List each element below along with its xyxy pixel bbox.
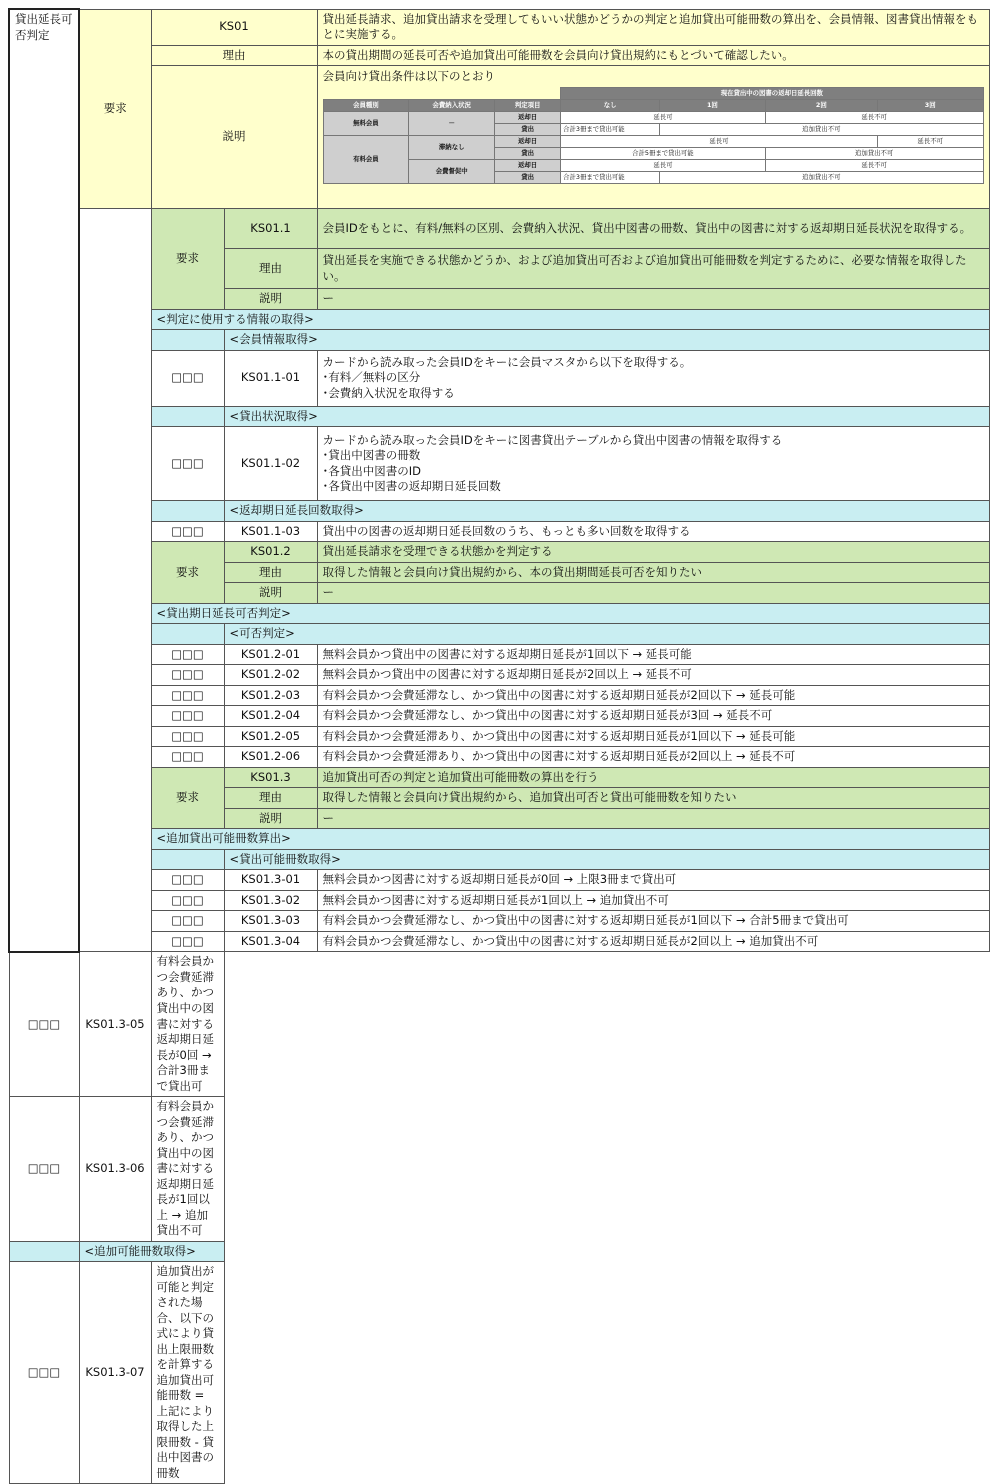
checkbox-row: □□□ (151, 726, 224, 747)
ks012-row-text: 無料会員かつ貸出中の図書に対する返却期日延長が2回以上 → 延長不可 (317, 665, 989, 686)
ks013-row-text: 有料会員かつ会費延滞なし、かつ貸出中の図書に対する返却期日延長が1回以下 → 合計5冊まで貸出可 (317, 911, 989, 932)
ks011-description-label: 説明 (224, 289, 317, 310)
ks012-row-id: KS01.2-01 (224, 644, 317, 665)
cond-free-return-ng: 延長不可 (765, 111, 983, 123)
cond-paid-member: 有料会員 (323, 135, 409, 183)
top-description-label: 説明 (151, 66, 317, 209)
subsection-blank (151, 849, 224, 870)
cond-col-member: 会員種別 (323, 99, 409, 111)
ks012-row-text: 有料会員かつ会費延滞なし、かつ貸出中の図書に対する返却期日延長が2回以下 → 延長可能 (317, 685, 989, 706)
ks013-row-id: KS01.3-02 (224, 890, 317, 911)
ks013-row-id: KS01.3-05 (79, 952, 151, 1097)
cond-item-lending: 貸出 (495, 123, 561, 135)
ks011-requirement-text: 会員IDをもとに、有料/無料の区別、会費納入状況、貸出中図書の冊数、貸出中の図書に対する返却期日延長状況を取得する。 (317, 209, 989, 249)
ks011-reason-label: 理由 (224, 249, 317, 289)
ks011-01-id: KS01.1-01 (224, 350, 317, 406)
subsection-blank (151, 330, 224, 351)
spec-table (8, 8, 990, 1484)
ks013-row-id: KS01.3-04 (224, 931, 317, 952)
cond-group-header: 現在貸出中の図書の返却日延長回数 (561, 87, 983, 99)
ks013-description-label: 説明 (224, 808, 317, 829)
ks012-row-text: 無料会員かつ貸出中の図書に対する返却期日延長が1回以下 → 延長可能 (317, 644, 989, 665)
ks012-row-id: KS01.2-02 (224, 665, 317, 686)
cond-free-lend-ng: 追加貸出不可 (660, 123, 983, 135)
checkbox-row: □□□ (151, 870, 224, 891)
checkbox-row: □□□ (151, 911, 224, 932)
ks013-requirement-text: 追加貸出可否の判定と追加貸出可能冊数の算出を行う (317, 767, 989, 788)
top-requirement-text: 貸出延長請求、追加貸出請求を受理してもいい状態かどうかの判定と追加貸出可能冊数の算出を、会員情報、図書貸出情報をもとに実施する。 (317, 9, 989, 45)
top-reason-label: 理由 (151, 45, 317, 66)
cond-free-return-ok: 延長可 (561, 111, 766, 123)
ks013-sub-lendable-count: <貸出可能冊数取得> (224, 849, 989, 870)
function-title: 貸出延長可否判定 (9, 9, 79, 952)
cond-item-lending: 貸出 (495, 171, 561, 183)
ks012-reason-label: 理由 (224, 562, 317, 583)
ks011-section-header: <判定に使用する情報の取得> (151, 309, 989, 330)
top-requirement-label: 要求 (79, 9, 151, 209)
ks012-row-id: KS01.2-04 (224, 706, 317, 727)
checkbox-row: □□□ (151, 747, 224, 768)
ks013-row-text: 無料会員かつ図書に対する返却期日延長が1回以上 → 追加貸出不可 (317, 890, 989, 911)
ks013-id: KS01.3 (224, 767, 317, 788)
subsection-blank (151, 624, 224, 645)
cond-arrears: 会費督促中 (409, 159, 495, 183)
cond-free-fee: － (409, 111, 495, 135)
cond-col-none: なし (561, 99, 660, 111)
ks013-07-text: 追加貸出が可能と判定された場合、以下の式により貸出上限冊数を計算する 追加貸出可能冊数 = 上記により取得した上限冊数 - 貸出中図書の冊数 (151, 1262, 224, 1484)
cond-free-member: 無料会員 (323, 111, 409, 135)
ks011-03-text: 貸出中の図書の返却期日延長回数のうち、もっとも多い回数を取得する (317, 521, 989, 542)
ks012-section-header: <貸出期日延長可否判定> (151, 603, 989, 624)
ks013-row-text: 有料会員かつ会費延滞あり、かつ貸出中の図書に対する返却期日延長が0回 → 合計3冊まで貸出可 (151, 952, 224, 1097)
cond-item-lending: 貸出 (495, 147, 561, 159)
checkbox-row-ks011-03: □□□ (151, 521, 224, 542)
ks011-reason-text: 貸出延長を実施できる状態かどうか、および追加貸出可否および追加貸出可能冊数を判定するために、必要な情報を取得したい。 (317, 249, 989, 289)
condition-caption: 会員向け貸出条件は以下のとおり (322, 69, 496, 84)
top-id-cell: KS01 (151, 9, 317, 45)
ks013-sub-additional-count: <追加可能冊数取得> (79, 1241, 224, 1262)
ks012-sub-judgement: <可否判定> (224, 624, 989, 645)
ks013-row-text: 有料会員かつ会費延滞なし、かつ貸出中の図書に対する返却期日延長が2回以上 → 追加貸出不可 (317, 931, 989, 952)
cond-arrears-return-ng: 延長不可 (765, 159, 983, 171)
lending-condition-table (323, 87, 984, 184)
checkbox-row: □□□ (9, 952, 79, 1097)
cond-item-return: 返却日 (495, 135, 561, 147)
cond-blank (323, 87, 561, 99)
checkbox-row: □□□ (151, 665, 224, 686)
cond-item-return: 返却日 (495, 111, 561, 123)
ks011-description-text: ー (317, 289, 989, 310)
ks011-requirement-label: 要求 (151, 209, 224, 310)
cond-col-1: 1回 (660, 99, 766, 111)
ks012-description-label: 説明 (224, 583, 317, 604)
cond-arrears-return-ok: 延長可 (561, 159, 766, 171)
ks012-requirement-text: 貸出延長請求を受理できる状態かを判定する (317, 542, 989, 563)
ks012-row-text: 有料会員かつ会費延滞なし、かつ貸出中の図書に対する返却期日延長が3回 → 延長不可 (317, 706, 989, 727)
checkbox-row-ks011-01: □□□ (151, 350, 224, 406)
checkbox-row: □□□ (9, 1097, 79, 1242)
cond-no-arrears: 滞納なし (409, 135, 495, 159)
ks013-07-id: KS01.3-07 (79, 1262, 151, 1484)
cond-col-item: 判定項目 (495, 99, 561, 111)
cond-col-fee: 会費納入状況 (409, 99, 495, 111)
ks011-sub-lending-status: <貸出状況取得> (224, 406, 989, 427)
cond-paid-ok-lend-ng: 追加貸出不可 (765, 147, 983, 159)
ks011-sub-extension-count: <返却期日延長回数取得> (224, 501, 989, 522)
checkbox-row: □□□ (151, 644, 224, 665)
cond-arrears-lend-ok: 合計3冊まで貸出可能 (561, 171, 660, 183)
ks012-row-id: KS01.2-06 (224, 747, 317, 768)
ks012-row-text: 有料会員かつ会費延滞あり、かつ貸出中の図書に対する返却期日延長が2回以上 → 延長不可 (317, 747, 989, 768)
ks013-row-id: KS01.3-01 (224, 870, 317, 891)
indent-spacer (79, 209, 151, 952)
ks013-reason-text: 取得した情報と会員向け貸出規約から、追加貸出可否と貸出可能冊数を知りたい (317, 788, 989, 809)
ks011-02-id: KS01.1-02 (224, 427, 317, 501)
cond-free-lend-ok: 合計3冊まで貸出可能 (561, 123, 660, 135)
cond-col-2: 2回 (765, 99, 877, 111)
ks013-row-text: 有料会員かつ会費延滞あり、かつ貸出中の図書に対する返却期日延長が1回以上 → 追加貸出不可 (151, 1097, 224, 1242)
ks012-id: KS01.2 (224, 542, 317, 563)
cond-arrears-lend-ng: 追加貸出不可 (660, 171, 983, 183)
ks013-row-text: 無料会員かつ図書に対する返却期日延長が0回 → 上限3冊まで貸出可 (317, 870, 989, 891)
ks011-id: KS01.1 (224, 209, 317, 249)
cond-paid-ok-lend-ok: 合計5冊まで貸出可能 (561, 147, 766, 159)
subsection-blank (151, 501, 224, 522)
checkbox-row: □□□ (151, 685, 224, 706)
checkbox-row: □□□ (151, 890, 224, 911)
ks012-row-id: KS01.2-03 (224, 685, 317, 706)
cond-item-return: 返却日 (495, 159, 561, 171)
ks012-description-text: ー (317, 583, 989, 604)
ks012-reason-text: 取得した情報と会員向け貸出規約から、本の貸出期間延長可否を知りたい (317, 562, 989, 583)
ks013-requirement-label: 要求 (151, 767, 224, 829)
subsection-blank (9, 1241, 79, 1262)
cond-col-3: 3回 (877, 99, 983, 111)
ks013-row-id: KS01.3-03 (224, 911, 317, 932)
checkbox-row: □□□ (151, 706, 224, 727)
checkbox-row-ks013-07: □□□ (9, 1262, 79, 1484)
ks011-03-id: KS01.1-03 (224, 521, 317, 542)
ks011-01-text: カードから読み取った会員IDをキーに会員マスタから以下を取得する。 ･有料／無料の区分 ･会費納入状況を取得する (317, 350, 989, 406)
top-reason-text: 本の貸出期間の延長可否や追加貸出可能冊数を会員向け貸出規約にもとづいて確認したい。 (317, 45, 989, 66)
ks011-02-text: カードから読み取った会員IDをキーに図書貸出テーブルから貸出中図書の情報を取得する ･貸出中図書の冊数 ･各貸出中図書のID ･各貸出中図書の返却期日延長回数 (317, 427, 989, 501)
ks012-requirement-label: 要求 (151, 542, 224, 604)
cond-paid-ok-return-ng: 延長不可 (877, 135, 983, 147)
spec-document (8, 8, 988, 1480)
ks013-section-header: <追加貸出可能冊数算出> (151, 829, 989, 850)
top-description-content (317, 66, 989, 209)
ks013-description-text: ー (317, 808, 989, 829)
checkbox-row: □□□ (151, 931, 224, 952)
ks012-row-text: 有料会員かつ会費延滞あり、かつ貸出中の図書に対する返却期日延長が1回以下 → 延長可能 (317, 726, 989, 747)
ks012-row-id: KS01.2-05 (224, 726, 317, 747)
ks013-row-id: KS01.3-06 (79, 1097, 151, 1242)
subsection-blank (151, 406, 224, 427)
checkbox-row-ks011-02: □□□ (151, 427, 224, 501)
ks011-sub-member-info: <会員情報取得> (224, 330, 989, 351)
ks013-reason-label: 理由 (224, 788, 317, 809)
cond-paid-ok-return-ok: 延長可 (561, 135, 878, 147)
